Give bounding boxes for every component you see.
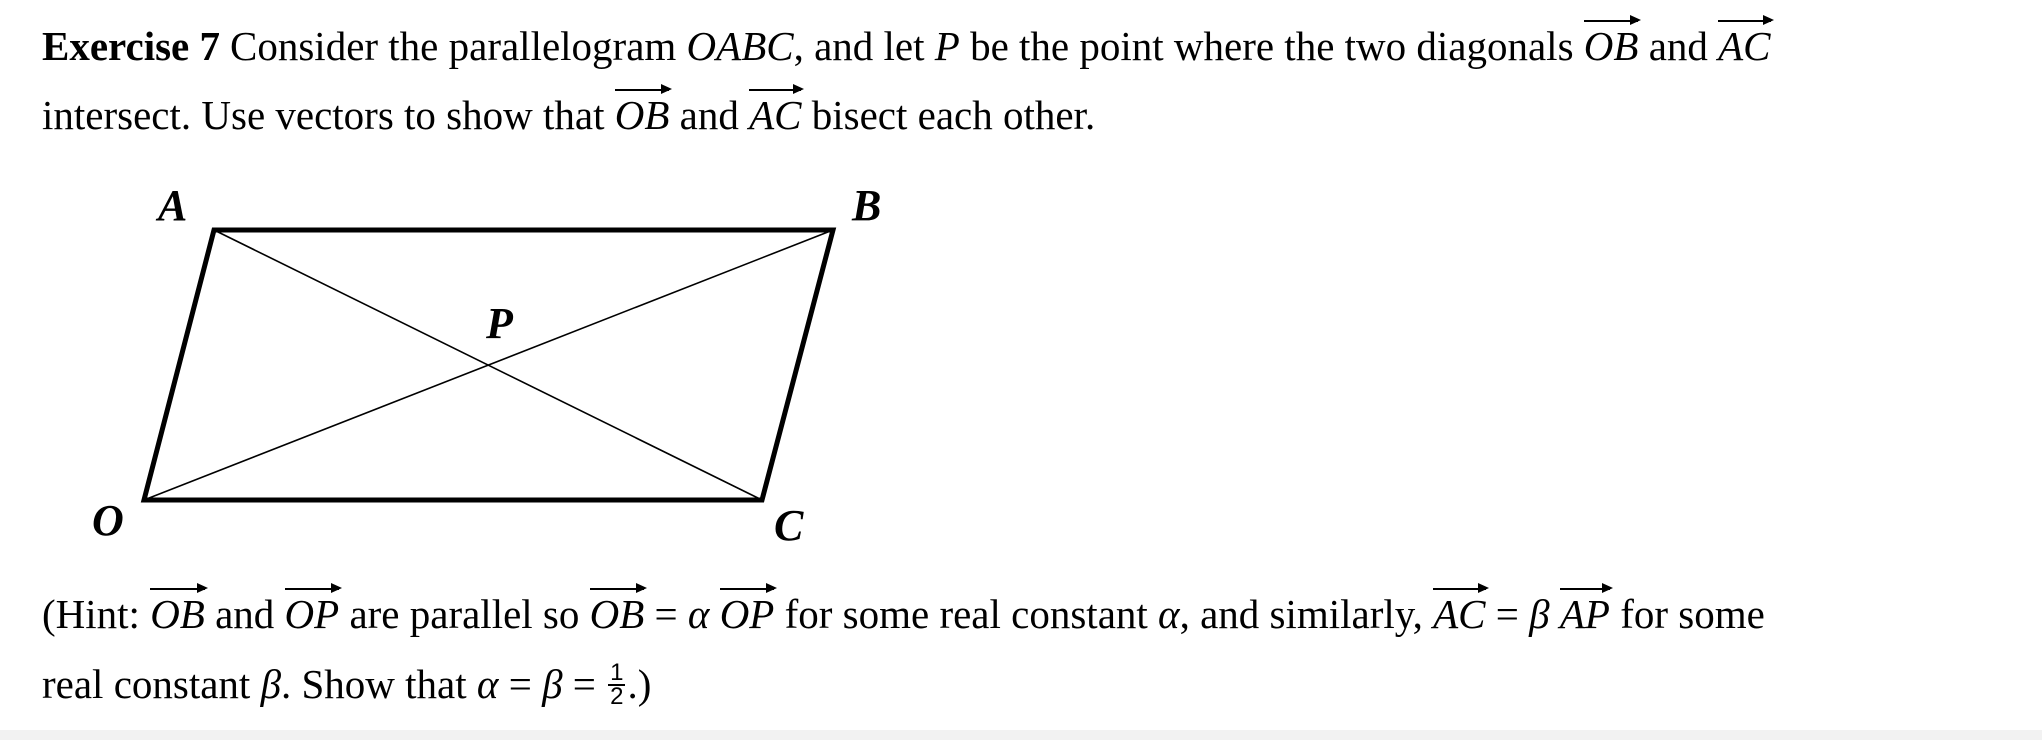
page-bottom-edge bbox=[0, 730, 2042, 740]
fraction-denominator: 2 bbox=[610, 682, 624, 710]
exercise-label: Exercise 7 bbox=[42, 23, 220, 69]
text: are parallel so bbox=[339, 591, 590, 637]
vertex-label-p: P bbox=[486, 299, 513, 348]
fraction-one-half bbox=[608, 658, 625, 710]
text: and bbox=[1638, 23, 1719, 69]
hint-line-2 bbox=[42, 660, 651, 712]
vertex-label-o: O bbox=[92, 496, 124, 545]
vector-ob: OB bbox=[589, 591, 645, 637]
text: (Hint: bbox=[42, 591, 151, 637]
hint-line-1 bbox=[42, 590, 1765, 638]
text: be the point where the two diagonals bbox=[959, 23, 1584, 69]
text: for some bbox=[1609, 591, 1765, 637]
vector-ac: AC bbox=[1433, 591, 1486, 637]
text: = bbox=[644, 591, 688, 637]
text: .) bbox=[627, 661, 652, 707]
alpha-symbol: α bbox=[1158, 591, 1180, 637]
text: and bbox=[669, 92, 750, 138]
vector-ac: AC bbox=[1718, 23, 1771, 69]
text: = bbox=[1485, 591, 1530, 637]
vector-op: OP bbox=[284, 591, 340, 637]
vector-ob: OB bbox=[614, 92, 670, 138]
vertex-label-a: A bbox=[158, 181, 188, 230]
vertex-label-c: C bbox=[774, 501, 804, 550]
text: intersect. Use vectors to show that bbox=[42, 92, 615, 138]
text: real constant bbox=[42, 661, 261, 707]
beta-symbol: β bbox=[1529, 591, 1550, 637]
text: , and let bbox=[793, 23, 935, 69]
fraction-numerator: 1 bbox=[610, 658, 624, 686]
diagonal-ob bbox=[144, 230, 833, 500]
vector-ap: AP bbox=[1559, 591, 1610, 637]
beta-symbol: β bbox=[542, 661, 563, 707]
vector-ac: AC bbox=[749, 92, 802, 138]
beta-symbol: β bbox=[260, 661, 281, 707]
vector-ob: OB bbox=[150, 591, 205, 637]
text: for some real constant bbox=[774, 591, 1159, 637]
text: . Show that bbox=[281, 661, 477, 707]
vector-op: OP bbox=[719, 591, 775, 637]
text: Consider the parallelogram bbox=[230, 23, 687, 69]
text: , and similarly, bbox=[1179, 591, 1434, 637]
alpha-symbol: α bbox=[687, 591, 710, 637]
point-p: P bbox=[934, 23, 960, 69]
vector-ob: OB bbox=[1583, 23, 1639, 69]
text: bisect each other. bbox=[801, 92, 1096, 138]
text: = bbox=[562, 661, 607, 707]
alpha-symbol: α bbox=[476, 661, 499, 707]
vertex-label-b: B bbox=[852, 181, 882, 230]
shape-name: OABC bbox=[686, 23, 794, 69]
text: and bbox=[204, 591, 285, 637]
text: = bbox=[498, 661, 543, 707]
